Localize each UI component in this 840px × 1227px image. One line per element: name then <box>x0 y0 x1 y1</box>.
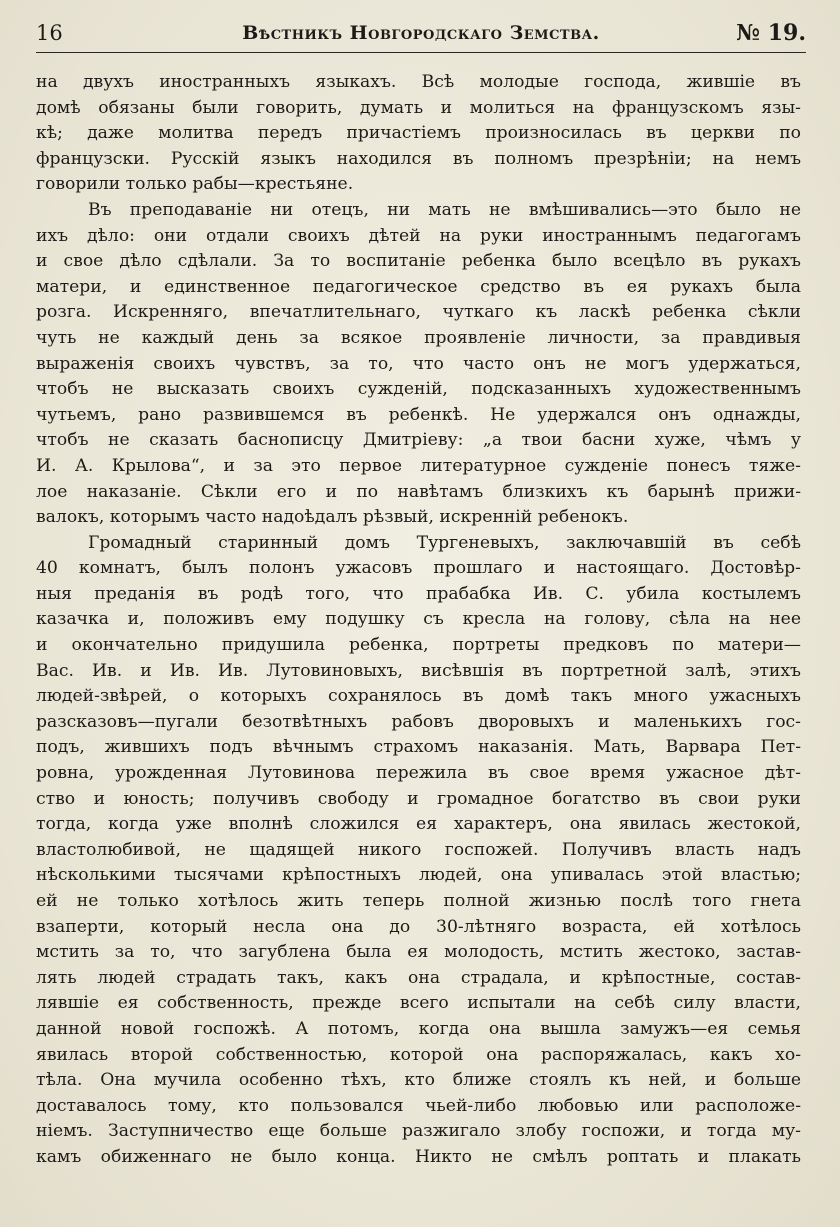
text-line: данной новой госпожѣ. А потомъ, когда она вышла замужъ—ея семья <box>36 1018 801 1039</box>
text-line: тѣла. Она мучила особенно тѣхъ, кто ближе стоялъ къ ней, и больше <box>36 1070 801 1091</box>
text-line: говорили только рабы—крестьяне. <box>36 174 354 195</box>
page-header <box>36 18 806 53</box>
text-line: доставалось тому, кто пользовался чьей-либо любовью или расположе- <box>36 1095 801 1116</box>
text-line: властолюбивой, не щадящей никого госпожей. Получивъ власть надъ <box>36 839 801 860</box>
text-line: и окончательно придушила ребенка, портреты предковъ по матери— <box>36 635 801 656</box>
text-line: кѣ; даже молитва передъ причастіемъ произносилась въ церкви по <box>36 123 801 144</box>
text-line: взаперти, который несла она до 30-лѣтняго возраста, ей хотѣлось <box>36 916 801 937</box>
text-line: 40 комнатъ, былъ полонъ ужасовъ прошлаго и настоящаго. Достовѣр- <box>36 558 801 579</box>
text-line: камъ обиженнаго не было конца. Никто не смѣлъ роптать и плакать <box>36 1146 801 1167</box>
text-line: матери, и единственное педагогическое средство въ ея рукахъ была <box>36 276 801 297</box>
text-line: ей не только хотѣлось жить теперь полной жизнью послѣ того гнета <box>36 891 801 911</box>
text-line: домѣ обязаны были говорить, думать и молиться на французскомъ язы- <box>36 97 801 118</box>
text-line: ніемъ. Заступничество еще больше разжигало злобу госпожи, и тогда му- <box>36 1121 801 1142</box>
text-line: выраженія своихъ чувствъ, за то, что часто онъ не могъ удержаться, <box>36 353 801 374</box>
text-line: ровна, урожденная Лутовинова пережила въ свое время ужасное дѣт- <box>36 763 801 784</box>
text-line: и свое дѣло сдѣлали. За то воспитаніе ребенка было всецѣло въ рукахъ <box>36 251 801 272</box>
text-line: Громадный старинный домъ Тургеневыхъ, заключавшій въ себѣ <box>88 532 801 553</box>
body-text <box>36 70 801 1171</box>
text-line: разсказовъ—пугали безотвѣтныхъ рабовъ дворовыхъ и маленькихъ гос- <box>36 711 801 732</box>
text-line: ныя преданія въ родѣ того, что прабабка Ив. С. убила костылемъ <box>36 583 801 604</box>
text-line: чтобъ не высказать своихъ сужденій, подсказанныхъ художественнымъ <box>36 379 801 400</box>
text-line: розга. Искренняго, впечатлительнаго, чуткаго къ ласкѣ ребенка сѣкли <box>36 302 801 323</box>
text-line: ство и юность; получивъ свободу и громадное богатство въ свои руки <box>36 788 801 809</box>
text-line: чуть не каждый день за всякое проявленіе личности, за правдивыя <box>36 327 801 348</box>
text-line: явилась второй собственностью, которой она распоряжалась, какъ хо- <box>36 1044 801 1065</box>
text-line: чтобъ не сказать баснописцу Дмитріеву: „а твои басни хуже, чѣмъ у <box>36 430 801 451</box>
text-line: тогда, когда уже вполнѣ сложился ея характеръ, она явилась жестокой, <box>36 814 801 835</box>
text-line: людей-звѣрей, о которыхъ сохранялось въ домѣ такъ много ужасныхъ <box>36 686 801 707</box>
text-line: нѣсколькими тысячами крѣпостныхъ людей, она упивалась этой властью; <box>36 865 801 886</box>
text-line: Въ преподаваніе ни отецъ, ни мать не вмѣшивались—это было не <box>88 199 801 220</box>
text-line: французски. Русскій языкъ находился въ полномъ презрѣніи; на немъ <box>36 148 801 169</box>
text-line: валокъ, которымъ часто надоѣдалъ рѣзвый, искренній ребенокъ. <box>36 507 629 528</box>
text-line: ихъ дѣло: они отдали своихъ дѣтей на руки иностраннымъ педагогамъ <box>36 225 801 246</box>
text-line: на двухъ иностранныхъ языкахъ. Всѣ молодые господа, жившіе въ <box>36 72 801 92</box>
running-title: Вѣстникъ Новгородскаго Земства. <box>242 22 600 44</box>
issue-number: № 19. <box>736 20 806 46</box>
text-line: казачка и, положивъ ему подушку съ кресла на голову, сѣла на нее <box>36 609 801 630</box>
text-line: лявшіе ея собственность, прежде всего испытали на себѣ силу власти, <box>36 993 801 1014</box>
text-line: лять людей страдать такъ, какъ она страдала, и крѣпостные, состав- <box>36 967 801 988</box>
text-line: Вас. Ив. и Ив. Ив. Лутовиновыхъ, висѣвшія въ портретной залѣ, этихъ <box>36 660 801 681</box>
text-line: подъ, жившихъ подъ вѣчнымъ страхомъ наказанія. Мать, Варвара Пет- <box>36 737 801 758</box>
text-line: лое наказаніе. Сѣкли его и по навѣтамъ близкихъ къ барынѣ прижи- <box>36 481 801 502</box>
page-number: 16 <box>36 21 63 45</box>
text-line: И. А. Крылова“, и за это первое литературное сужденіе понесъ тяже- <box>36 455 801 476</box>
text-line: мстить за то, что загублена была ея молодость, мстить жестоко, застав- <box>36 942 801 963</box>
text-line: чутьемъ, рано развившемся въ ребенкѣ. Не удержался онъ однажды, <box>36 404 801 425</box>
